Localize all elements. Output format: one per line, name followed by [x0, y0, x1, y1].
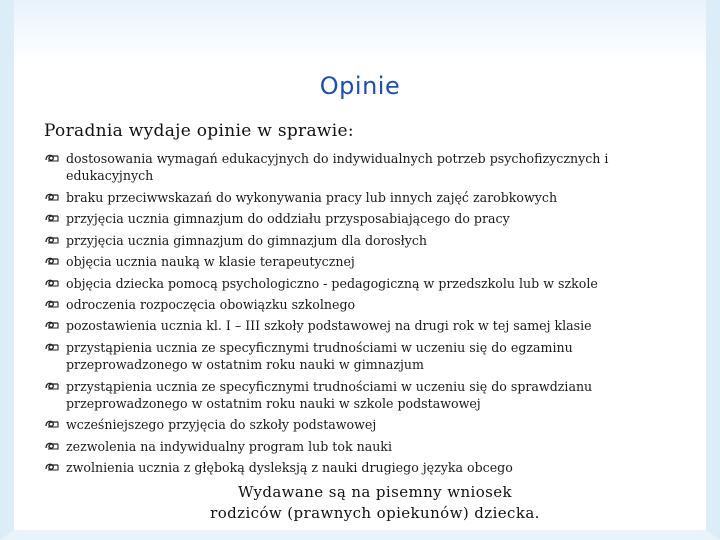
opinion-list [44, 150, 644, 481]
list-item [44, 459, 644, 476]
list-item [44, 296, 644, 313]
scroll-bullet-icon [44, 417, 60, 431]
list-item-text: przystąpienia ucznia ze specyficznymi trudnościami w uczeniu się do sprawdzianu przeprowadzonego w ostatnim roku nauki w szkole podstawowej [66, 378, 593, 411]
list-item-text: pozostawienia ucznia kl. I – III szkoły podstawowej na drugi rok w tej samej klasie [66, 318, 592, 334]
list-item-text: objęcia ucznia nauką w klasie terapeutycznej [66, 254, 355, 270]
list-item [44, 275, 644, 292]
list-item [44, 416, 644, 433]
lead-heading: Poradnia wydaje opinie w sprawie: [44, 121, 354, 141]
list-item-text: przystąpienia ucznia ze specyficznymi trudnościami w uczeniu się do egzaminu przeprowadzonego w ostatnim roku nauki w gimnazjum [66, 339, 573, 373]
list-item [44, 339, 644, 373]
closing-line-1: Wydawane są na pisemny wniosek [237, 483, 513, 501]
list-item-text: wcześniejszego przyjęcia do szkoły podstawowej [66, 417, 377, 433]
list-item-text: zwolnienia ucznia z głęboką dysleksją z nauki drugiego języka obcego [66, 460, 513, 476]
list-item-text: odroczenia rozpoczęcia obowiązku szkolnego [66, 297, 356, 312]
scroll-bullet-icon [44, 211, 60, 225]
list-item [44, 438, 644, 455]
scroll-bullet-icon [44, 460, 60, 474]
list-item [44, 378, 644, 412]
closing-line-2: rodziców (prawnych opiekunów) dziecka. [210, 504, 540, 522]
scroll-bullet-icon [44, 190, 60, 204]
scroll-bullet-icon [44, 318, 60, 332]
list-item-text: przyjęcia ucznia gimnazjum do oddziału przysposabiającego do pracy [66, 211, 510, 227]
list-item-text: dostosowania wymagań edukacyjnych do indywidualnych potrzeb psychofizycznych i edukacyjnych [66, 151, 609, 184]
list-item-text: objęcia dziecka pomocą psychologiczno - pedagogiczną w przedszkolu lub w szkole [66, 275, 598, 291]
list-item [44, 189, 644, 206]
list-item [44, 253, 644, 270]
list-item-text: zezwolenia na indywidualny program lub tok nauki [66, 438, 392, 454]
list-item [44, 150, 644, 184]
scroll-bullet-icon [44, 254, 60, 268]
scroll-bullet-icon [44, 379, 60, 393]
list-item-text: braku przeciwwskazań do wykonywania pracy lub innych zajęć zarobkowych [66, 189, 558, 205]
scroll-bullet-icon [44, 439, 60, 453]
scroll-bullet-icon [44, 297, 60, 311]
closing-note [0, 482, 720, 524]
list-item [44, 317, 644, 334]
scroll-bullet-icon [44, 151, 60, 165]
list-item-text: przyjęcia ucznia gimnazjum do gimnazjum dla dorosłych [66, 232, 428, 248]
list-item [44, 232, 644, 249]
slide-title: Opinie [319, 72, 401, 100]
scroll-bullet-icon [44, 276, 60, 290]
list-item [44, 210, 644, 227]
scroll-bullet-icon [44, 340, 60, 354]
scroll-bullet-icon [44, 233, 60, 247]
